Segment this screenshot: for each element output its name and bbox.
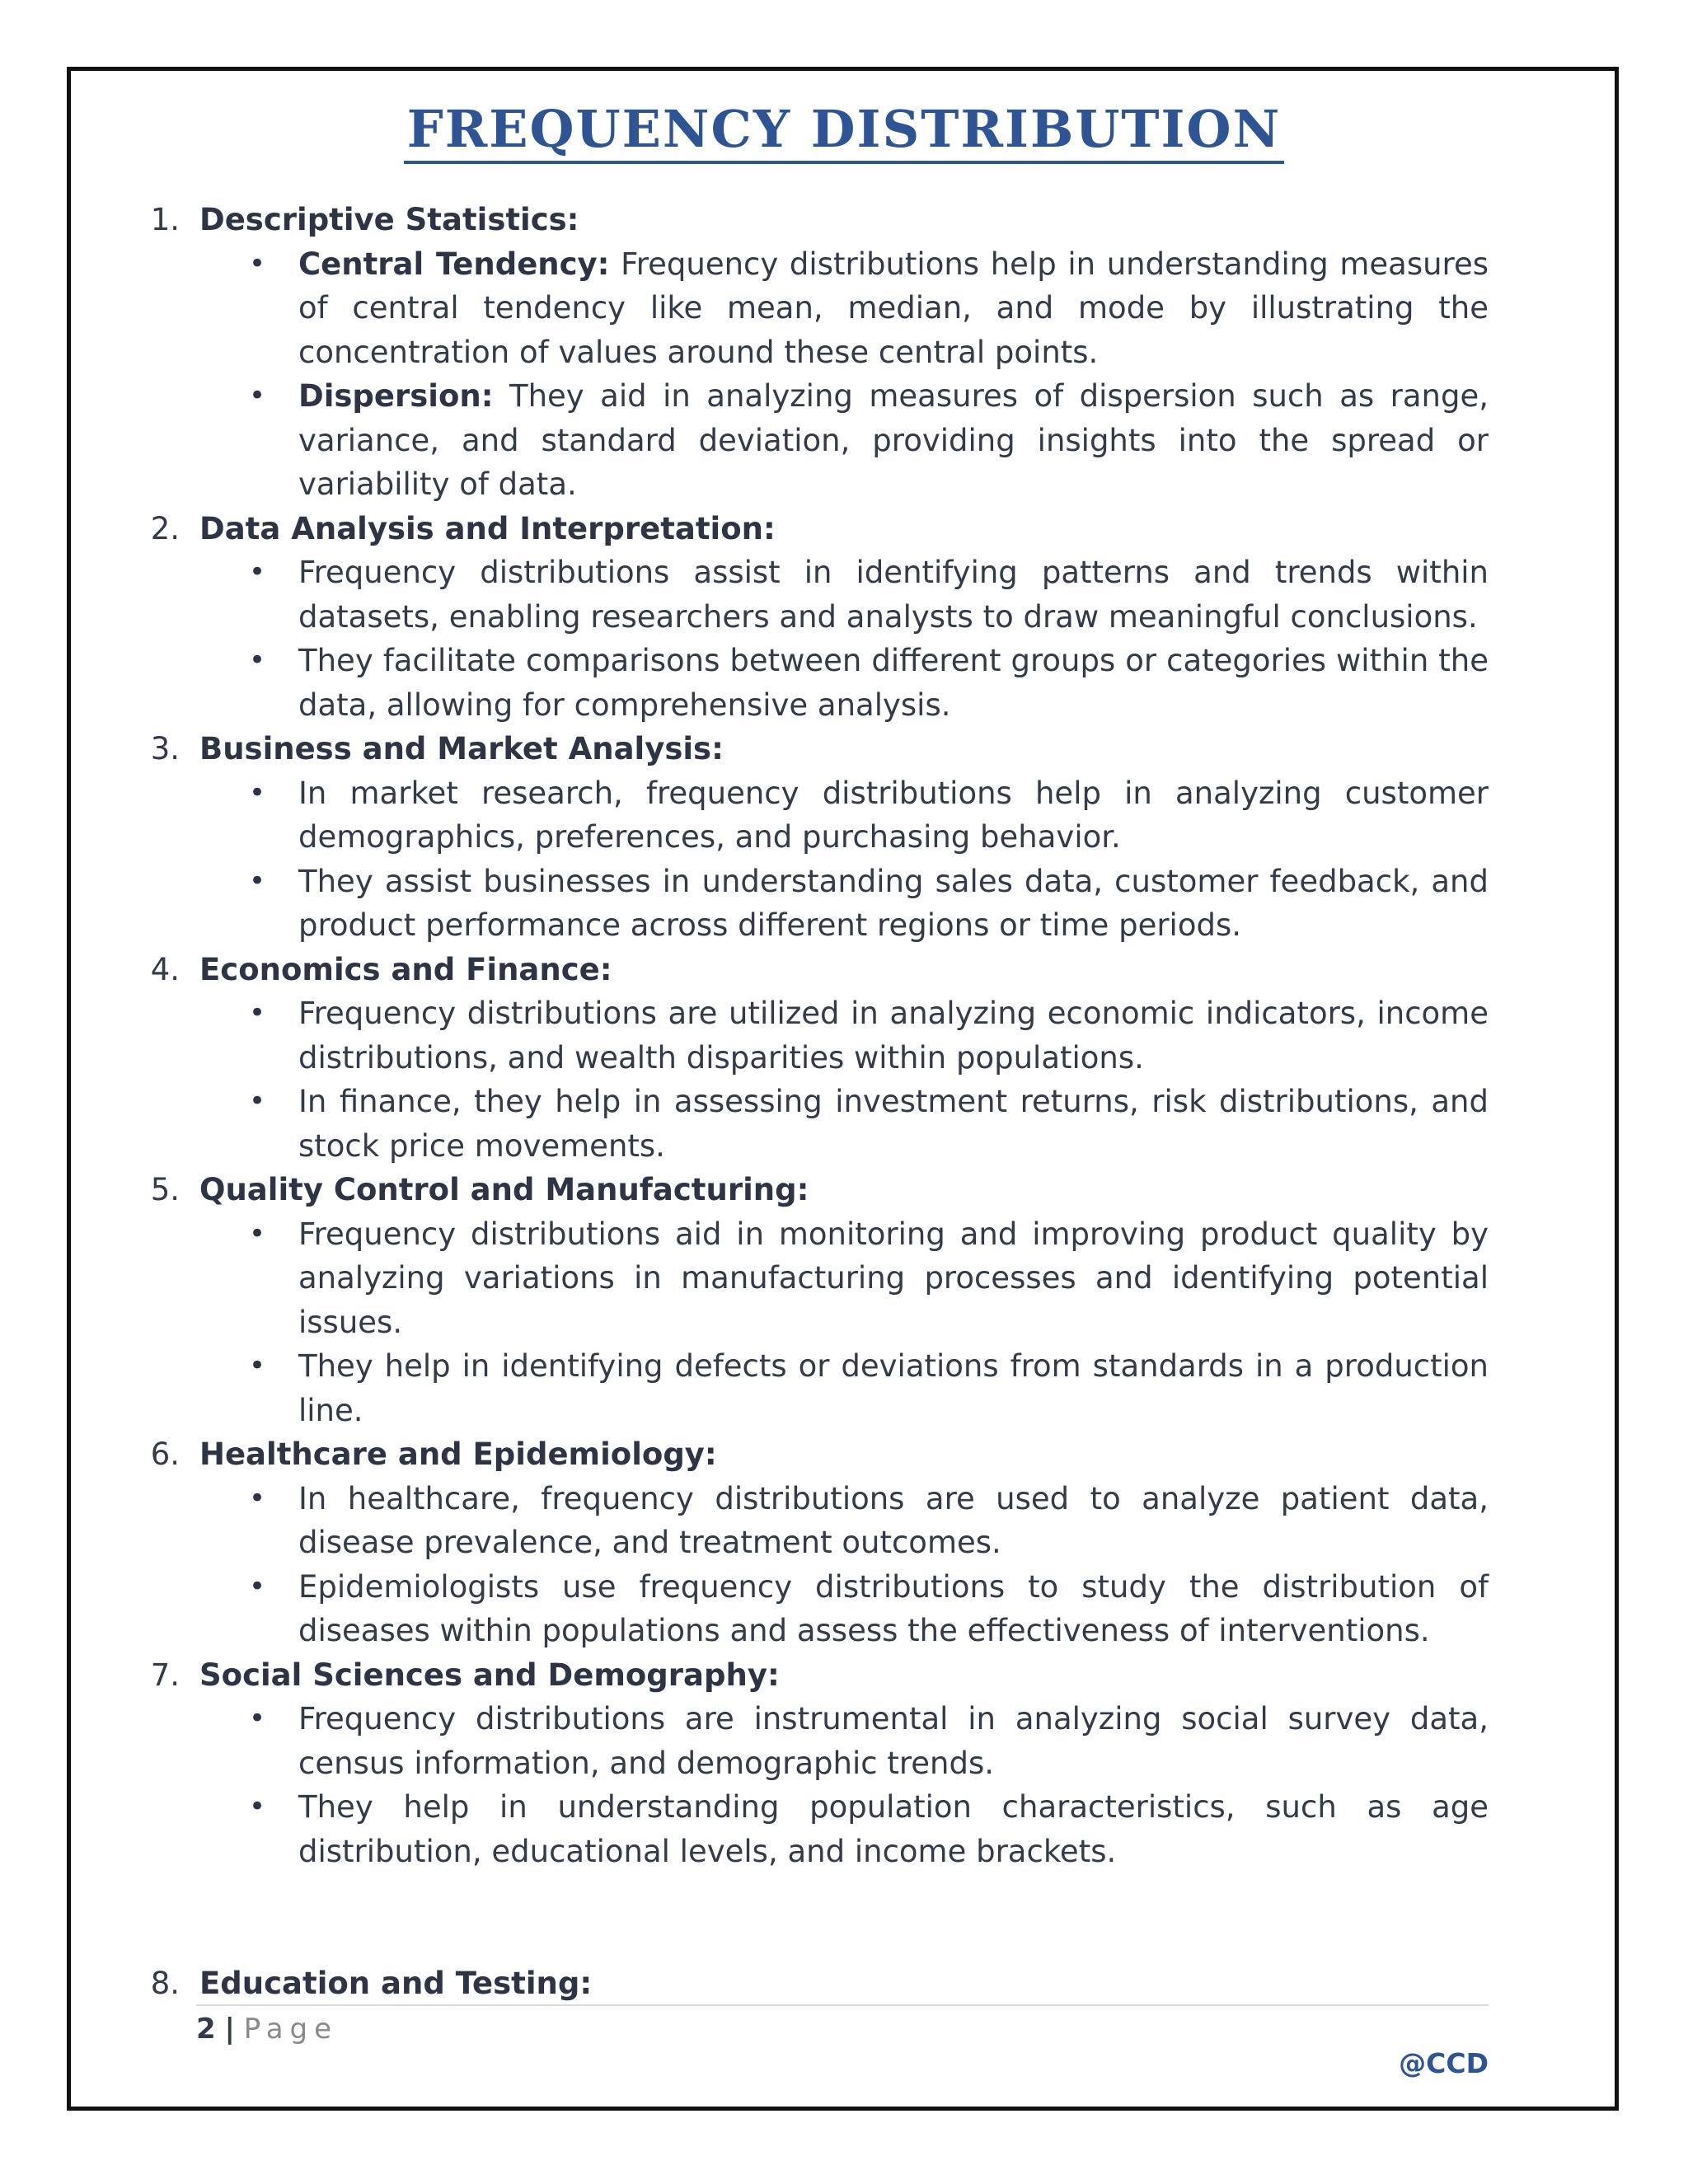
bullet-icon: • — [249, 1790, 266, 1823]
section-title: Social Sciences and Demography: — [199, 1657, 780, 1693]
bullet-text: In market research, frequency distributions help in analyzing customer demographics, preferences, and purchasing behavior. — [298, 775, 1489, 855]
bullet-list — [143, 1212, 1489, 1433]
list-item — [143, 771, 1489, 860]
bullet-icon: • — [249, 864, 266, 898]
bullet-icon: • — [249, 1216, 266, 1250]
bullet-list — [143, 991, 1489, 1168]
list-item — [143, 1477, 1489, 1565]
footer-page-number — [196, 2011, 338, 2047]
bullet-text: Frequency distributions aid in monitoring and improving product quality by analyzing variations in manufacturing processes and identifying potential issues. — [298, 1216, 1489, 1340]
section-spacer — [143, 1873, 1489, 1961]
bullet-text: They help in understanding population characteristics, such as age distribution, educational levels, and income brackets. — [298, 1789, 1489, 1869]
bullet-lead: Central Tendency: — [298, 246, 610, 282]
section-title: Business and Market Analysis: — [199, 731, 724, 766]
bullet-list — [143, 1697, 1489, 1873]
list-item — [143, 551, 1489, 639]
section-title: Descriptive Statistics: — [199, 202, 579, 237]
page-separator: | — [224, 2013, 235, 2046]
bullet-text: In healthcare, frequency distributions are used to analyze patient data, disease prevalence, and treatment outcomes. — [298, 1480, 1489, 1560]
list-item — [143, 860, 1489, 948]
section-heading — [143, 1653, 1489, 1698]
bullet-lead: Dispersion: — [298, 378, 494, 414]
bullet-list — [143, 1477, 1489, 1653]
section-heading — [143, 1168, 1489, 1212]
section-number: 1. — [150, 202, 180, 237]
document-body — [143, 198, 1489, 2006]
section-heading — [143, 198, 1489, 242]
bullet-list — [143, 242, 1489, 507]
bullet-icon: • — [249, 644, 266, 677]
bullet-text: They assist businesses in understanding sales data, customer feedback, and product performance across different regions or time periods. — [298, 863, 1489, 943]
section-economics-finance — [143, 948, 1489, 1169]
section-number: 6. — [150, 1436, 180, 1472]
list-item — [143, 1080, 1489, 1168]
page-title — [0, 99, 1688, 159]
list-item — [143, 242, 1489, 375]
bullet-text: Frequency distributions are utilized in analyzing economic indicators, income distributions, and wealth disparities within populations. — [298, 996, 1489, 1076]
bullet-icon: • — [249, 996, 266, 1029]
bullet-text: They help in identifying defects or deviations from standards in a production line. — [298, 1348, 1489, 1428]
bullet-list — [143, 551, 1489, 727]
bullet-text: Frequency distributions help in understanding measures of central tendency like mean, median, and mode by illustrating the concentration of values around these central points. — [298, 246, 1489, 370]
list-item — [143, 1344, 1489, 1432]
section-heading — [143, 727, 1489, 771]
section-number: 5. — [150, 1172, 180, 1207]
list-item — [143, 374, 1489, 507]
bullet-text: Epidemiologists use frequency distributions to study the distribution of diseases within populations and assess the effectiveness of interventions. — [298, 1568, 1489, 1648]
section-title: Quality Control and Manufacturing: — [199, 1172, 809, 1207]
bullet-icon: • — [249, 1481, 266, 1515]
section-quality-control — [143, 1168, 1489, 1432]
section-descriptive-statistics — [143, 198, 1489, 507]
bullet-icon: • — [249, 555, 266, 588]
page-title-text: FREQUENCY DISTRIBUTION — [404, 99, 1285, 164]
bullet-text: Frequency distributions assist in identifying patterns and trends within datasets, enabling researchers and analysts to draw meaningful conclusions. — [298, 555, 1489, 635]
section-healthcare-epidemiology — [143, 1432, 1489, 1653]
bullet-list — [143, 771, 1489, 948]
list-item — [143, 1697, 1489, 1785]
section-number: 4. — [150, 951, 180, 987]
section-heading — [143, 1432, 1489, 1477]
list-item — [143, 991, 1489, 1080]
bullet-icon: • — [249, 379, 266, 412]
bullet-icon: • — [249, 1349, 266, 1382]
section-business-market — [143, 727, 1489, 948]
bullet-icon: • — [249, 1569, 266, 1603]
list-item — [143, 1785, 1489, 1873]
bullet-text: Frequency distributions are instrumental in analyzing social survey data, census information, and demographic trends. — [298, 1701, 1489, 1781]
section-education-testing — [143, 1961, 1489, 2006]
section-heading — [143, 507, 1489, 551]
bullet-icon: • — [249, 246, 266, 280]
list-item — [143, 1565, 1489, 1653]
page-number: 2 — [196, 2013, 216, 2046]
section-title: Healthcare and Epidemiology: — [199, 1436, 717, 1472]
footer-brand: @CCD — [1399, 2047, 1489, 2079]
bullet-text: In finance, they help in assessing investment returns, risk distributions, and stock price movements. — [298, 1084, 1489, 1164]
bullet-text: They facilitate comparisons between different groups or categories within the data, allowing for comprehensive analysis. — [298, 643, 1489, 723]
section-heading — [143, 948, 1489, 992]
section-social-sciences — [143, 1653, 1489, 1874]
section-data-analysis — [143, 507, 1489, 728]
footer-divider — [196, 2004, 1489, 2006]
bullet-icon: • — [249, 1702, 266, 1735]
section-title: Education and Testing: — [199, 1966, 593, 2001]
section-title: Data Analysis and Interpretation: — [199, 510, 776, 546]
list-item — [143, 639, 1489, 727]
section-number: 8. — [150, 1966, 180, 2001]
section-heading — [143, 1961, 1489, 2006]
bullet-icon: • — [249, 776, 266, 809]
bullet-text: They aid in analyzing measures of dispersion such as range, variance, and standard deviation, providing insights into the spread or variability of data. — [298, 378, 1489, 502]
section-number: 2. — [150, 510, 180, 546]
section-title: Economics and Finance: — [199, 951, 612, 987]
page-label: Page — [243, 2013, 339, 2046]
section-number: 7. — [150, 1657, 180, 1693]
section-number: 3. — [150, 731, 180, 766]
bullet-icon: • — [249, 1085, 266, 1118]
list-item — [143, 1212, 1489, 1345]
